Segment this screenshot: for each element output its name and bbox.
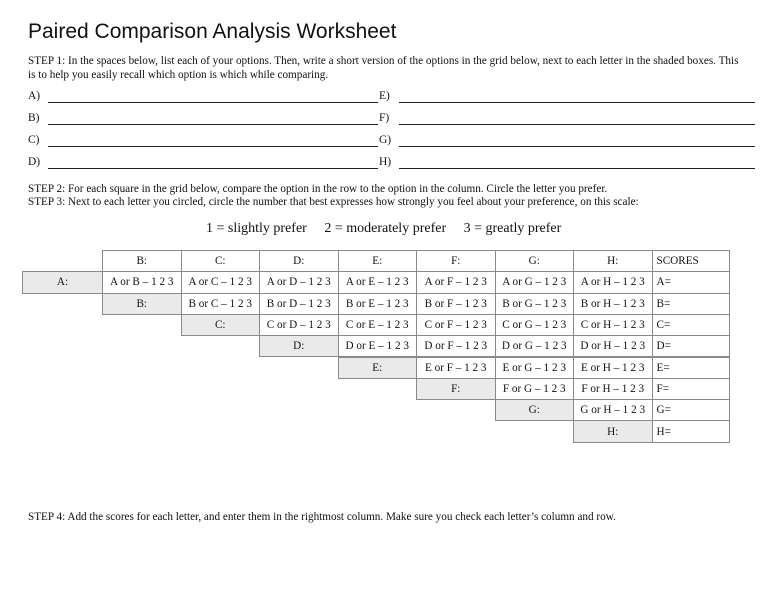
- option-entry-line[interactable]: [48, 124, 378, 125]
- comparison-cell[interactable]: C or D – 1 2 3: [259, 314, 339, 336]
- step3-text: STEP 3: Next to each letter you circled, circle the number that best expresses how strongly you feel about your preference, on this scale:: [28, 196, 639, 208]
- comparison-cell[interactable]: D or H – 1 2 3: [573, 335, 653, 357]
- step2-text: STEP 2: For each square in the grid below, compare the option in the row to the option in the column. Circle the letter you prefer.: [28, 183, 608, 195]
- row-label: D:: [259, 335, 339, 357]
- comparison-cell[interactable]: B or G – 1 2 3: [495, 293, 575, 315]
- comparison-cell[interactable]: A or F – 1 2 3: [416, 271, 496, 293]
- option-entry-line[interactable]: [48, 146, 378, 147]
- score-cell[interactable]: E=: [652, 357, 730, 379]
- step2-3-instructions: [28, 183, 639, 209]
- comparison-cell[interactable]: A or E – 1 2 3: [338, 271, 418, 293]
- row-label: H:: [573, 420, 653, 442]
- option-entry-line[interactable]: [399, 102, 755, 103]
- option-row: [379, 156, 757, 172]
- option-label: B): [28, 112, 40, 124]
- column-header: G:: [495, 250, 575, 272]
- option-entry-line[interactable]: [399, 124, 755, 125]
- row-label: G:: [495, 399, 575, 421]
- row-label: B:: [102, 293, 182, 315]
- column-header: F:: [416, 250, 496, 272]
- option-row: [28, 134, 380, 150]
- row-label: C:: [181, 314, 261, 336]
- comparison-cell[interactable]: B or H – 1 2 3: [573, 293, 653, 315]
- comparison-cell[interactable]: B or E – 1 2 3: [338, 293, 418, 315]
- scale-2: 2 = moderately prefer: [324, 221, 447, 236]
- option-label: H): [379, 156, 392, 168]
- comparison-cell[interactable]: A or H – 1 2 3: [573, 271, 653, 293]
- comparison-cell[interactable]: B or D – 1 2 3: [259, 293, 339, 315]
- scale-3: 3 = greatly prefer: [463, 221, 562, 236]
- page-title: Paired Comparison Analysis Worksheet: [28, 20, 397, 43]
- option-label: E): [379, 90, 390, 102]
- option-entry-line[interactable]: [399, 146, 755, 147]
- row-label: A:: [22, 271, 103, 293]
- option-row: [379, 112, 757, 128]
- option-entry-line[interactable]: [48, 102, 378, 103]
- score-cell[interactable]: C=: [652, 314, 730, 336]
- score-cell[interactable]: D=: [652, 335, 730, 357]
- comparison-cell[interactable]: E or F – 1 2 3: [416, 357, 496, 379]
- option-label: C): [28, 134, 40, 146]
- preference-scale: [206, 221, 575, 237]
- comparison-cell[interactable]: F or G – 1 2 3: [495, 378, 575, 400]
- option-label: D): [28, 156, 41, 168]
- row-label: F:: [416, 378, 496, 400]
- option-entry-line[interactable]: [48, 168, 378, 169]
- comparison-cell[interactable]: A or B – 1 2 3: [102, 271, 182, 293]
- comparison-cell[interactable]: C or E – 1 2 3: [338, 314, 418, 336]
- option-entry-line[interactable]: [399, 168, 755, 169]
- option-row: [28, 90, 380, 106]
- comparison-cell[interactable]: D or G – 1 2 3: [495, 335, 575, 357]
- score-cell[interactable]: F=: [652, 378, 730, 400]
- column-header: B:: [102, 250, 182, 272]
- comparison-cell[interactable]: D or E – 1 2 3: [338, 335, 418, 357]
- option-label: G): [379, 134, 392, 146]
- comparison-cell[interactable]: E or H – 1 2 3: [573, 357, 653, 379]
- score-cell[interactable]: A=: [652, 271, 730, 293]
- option-label: F): [379, 112, 390, 124]
- option-label: A): [28, 90, 41, 102]
- comparison-cell[interactable]: C or G – 1 2 3: [495, 314, 575, 336]
- comparison-cell[interactable]: C or H – 1 2 3: [573, 314, 653, 336]
- step4-instructions: STEP 4: Add the scores for each letter, and enter them in the rightmost column. Make sure you check each letter’s column and row.: [28, 511, 616, 523]
- comparison-cell[interactable]: E or G – 1 2 3: [495, 357, 575, 379]
- comparison-cell[interactable]: B or C – 1 2 3: [181, 293, 261, 315]
- score-cell[interactable]: G=: [652, 399, 730, 421]
- comparison-cell[interactable]: C or F – 1 2 3: [416, 314, 496, 336]
- comparison-cell[interactable]: A or C – 1 2 3: [181, 271, 261, 293]
- row-label: E:: [338, 357, 418, 379]
- option-row: [379, 90, 757, 106]
- step1-instructions: STEP 1: In the spaces below, list each of your options. Then, write a short version of the options in the grid below, next to each letter in the shaded boxes. This is to help you easily recall which option is which while comparing.: [28, 55, 739, 81]
- option-row: [379, 134, 757, 150]
- comparison-cell[interactable]: A or D – 1 2 3: [259, 271, 339, 293]
- scale-1: 1 = slightly prefer: [206, 221, 307, 236]
- column-header: C:: [181, 250, 261, 272]
- score-cell[interactable]: B=: [652, 293, 730, 315]
- comparison-cell[interactable]: G or H – 1 2 3: [573, 399, 653, 421]
- comparison-cell[interactable]: D or F – 1 2 3: [416, 335, 496, 357]
- comparison-cell[interactable]: B or F – 1 2 3: [416, 293, 496, 315]
- score-cell[interactable]: H=: [652, 420, 730, 442]
- scores-header: SCORES: [652, 250, 730, 272]
- option-row: [28, 156, 380, 172]
- column-header: H:: [573, 250, 653, 272]
- comparison-cell[interactable]: F or H – 1 2 3: [573, 378, 653, 400]
- column-header: E:: [338, 250, 418, 272]
- option-row: [28, 112, 380, 128]
- comparison-cell[interactable]: A or G – 1 2 3: [495, 271, 575, 293]
- column-header: D:: [259, 250, 339, 272]
